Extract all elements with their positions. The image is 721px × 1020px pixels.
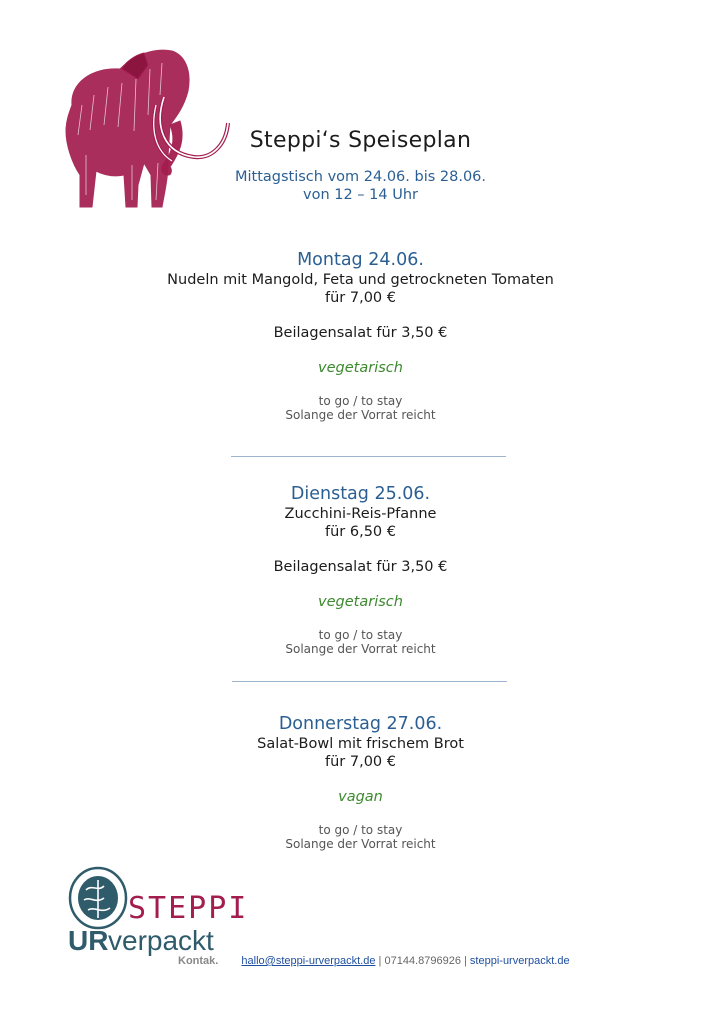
- contact-label: Kontak.: [178, 955, 219, 967]
- subtitle-dates: Mittagstisch vom 24.06. bis 28.06.: [234, 169, 487, 185]
- page-title: Steppi‘s Speiseplan: [249, 128, 472, 153]
- side-salad: Beilagensalat für 3,50 €: [273, 559, 448, 575]
- email-link[interactable]: hallo@steppi-urverpackt.de: [241, 955, 376, 967]
- side-salad: Beilagensalat für 3,50 €: [273, 325, 448, 341]
- diet-label: vegetarisch: [318, 594, 403, 610]
- menu-day-thursday: [0, 713, 721, 851]
- section-divider: [231, 456, 506, 457]
- dish-price: für 7,00 €: [325, 290, 396, 306]
- togo-note: to go / to stay: [318, 823, 403, 837]
- togo-note: to go / to stay: [318, 628, 403, 642]
- contact-footer: [178, 955, 570, 967]
- phone-number: 07144.8796926: [384, 955, 461, 967]
- logo-word-ur: UR: [68, 925, 109, 956]
- menu-day-monday: [0, 249, 721, 422]
- dish-price: für 6,50 €: [325, 524, 396, 540]
- logo-word-steppi: STEPPI: [128, 891, 249, 926]
- stock-note: Solange der Vorrat reicht: [285, 642, 436, 656]
- day-title: Dienstag 25.06.: [290, 484, 431, 504]
- dish-name: Salat-Bowl mit frischem Brot: [257, 736, 464, 752]
- steppi-urverpackt-logo: [68, 862, 249, 958]
- stock-note: Solange der Vorrat reicht: [285, 837, 436, 851]
- separator: |: [375, 955, 385, 967]
- togo-note: to go / to stay: [318, 394, 403, 408]
- separator: |: [460, 955, 470, 967]
- day-title: Donnerstag 27.06.: [278, 714, 443, 734]
- day-title: Montag 24.06.: [297, 250, 424, 270]
- diet-label: vegetarisch: [318, 360, 403, 376]
- dish-name: Nudeln mit Mangold, Feta und getrockneten Tomaten: [167, 272, 554, 288]
- diet-label: vagan: [338, 789, 383, 805]
- menu-day-tuesday: [0, 483, 721, 656]
- dish-name: Zucchini-Reis-Pfanne: [284, 506, 437, 522]
- nut-icon: [70, 868, 126, 928]
- logo-word-verpackt: verpackt: [108, 925, 214, 956]
- stock-note: Solange der Vorrat reicht: [285, 408, 436, 422]
- website-link[interactable]: steppi-urverpackt.de: [469, 955, 570, 967]
- dish-price: für 7,00 €: [325, 754, 396, 770]
- section-divider: [232, 681, 507, 682]
- subtitle-hours: von 12 – 14 Uhr: [303, 187, 418, 203]
